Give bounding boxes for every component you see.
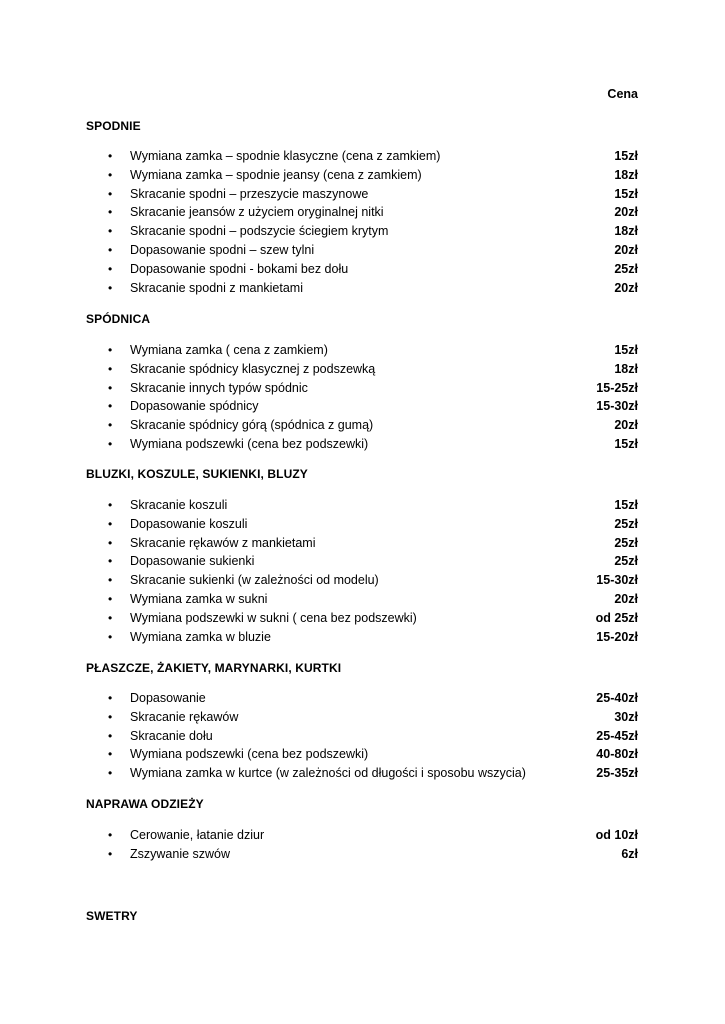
list-item (0, 166, 725, 185)
bullet-icon: • (108, 747, 113, 762)
service-price: 18zł (614, 361, 638, 376)
bullet-icon: • (108, 516, 113, 531)
list-item (0, 203, 725, 222)
service-price: 20zł (614, 242, 638, 257)
service-price: 40-80zł (596, 747, 638, 762)
service-price: 15-30zł (596, 399, 638, 414)
bullet-icon: • (108, 149, 113, 163)
bullet-icon: • (108, 186, 113, 201)
bullet-icon: • (108, 205, 113, 220)
bullet-icon: • (108, 691, 113, 705)
bullet-icon: • (108, 554, 113, 569)
list-item (0, 341, 725, 360)
bullet-icon: • (108, 573, 113, 588)
service-name: Dopasowanie sukienki (130, 554, 255, 569)
service-price: 18zł (614, 167, 638, 182)
bullet-icon: • (108, 418, 113, 433)
service-name: Wymiana zamka – spodnie klasyczne (cena z zamkiem) (130, 149, 441, 163)
service-price: 20zł (614, 205, 638, 220)
service-name: Skracanie spodni z mankietami (130, 280, 303, 295)
price-column-header: Cena (607, 87, 638, 101)
service-price: 15zł (614, 343, 638, 357)
service-price: 20zł (614, 280, 638, 295)
list-item (0, 360, 725, 379)
service-price: 25zł (614, 535, 638, 550)
service-name: Wymiana podszewki (cena bez podszewki) (130, 436, 369, 451)
service-price: 15-25zł (596, 380, 638, 395)
list-item (0, 609, 725, 628)
service-name: Skracanie spódnicy górą (spódnica z gumą) (130, 418, 374, 433)
service-price: 6zł (621, 846, 638, 861)
list-item (0, 496, 725, 515)
bullet-icon: • (108, 591, 113, 606)
service-name: Wymiana zamka ( cena z zamkiem) (130, 343, 328, 357)
service-price: 20zł (614, 591, 638, 606)
section-title-naprawa: NAPRAWA ODZIEŻY (86, 797, 204, 811)
service-price: 30zł (614, 709, 638, 724)
section-list-naprawa (0, 826, 725, 864)
service-name: Skracanie spodni – podszycie ściegiem krytym (130, 224, 389, 239)
section-title-bluzki: BLUZKI, KOSZULE, SUKIENKI, BLUZY (86, 467, 308, 481)
list-item (0, 727, 725, 746)
bullet-icon: • (108, 709, 113, 724)
service-name: Wymiana zamka w sukni (130, 591, 268, 606)
list-item (0, 279, 725, 298)
bullet-icon: • (108, 280, 113, 295)
bullet-icon: • (108, 846, 113, 861)
list-item (0, 708, 725, 727)
bullet-icon: • (108, 498, 113, 512)
service-name: Skracanie jeansów z użyciem oryginalnej nitki (130, 205, 384, 220)
list-item (0, 552, 725, 571)
service-name: Dopasowanie koszuli (130, 516, 248, 531)
service-price: 15zł (614, 186, 638, 201)
service-price: 15zł (614, 149, 638, 163)
service-name: Dopasowanie spódnicy (130, 399, 259, 414)
bullet-icon: • (108, 224, 113, 239)
service-price: od 10zł (595, 828, 638, 842)
bullet-icon: • (108, 399, 113, 414)
bullet-icon: • (108, 167, 113, 182)
service-name: Skracanie innych typów spódnic (130, 380, 308, 395)
bullet-icon: • (108, 610, 113, 625)
service-price: 18zł (614, 224, 638, 239)
section-title-swetry: SWETRY (86, 909, 138, 923)
service-name: Cerowanie, łatanie dziur (130, 828, 265, 842)
list-item (0, 628, 725, 647)
service-price: 25zł (614, 554, 638, 569)
service-price: 20zł (614, 418, 638, 433)
section-list-plaszcze (0, 689, 725, 783)
bullet-icon: • (108, 261, 113, 276)
section-list-spodnica (0, 341, 725, 454)
service-name: Wymiana podszewki w sukni ( cena bez podszewki) (130, 610, 417, 625)
service-price: 15zł (614, 498, 638, 512)
list-item (0, 185, 725, 204)
service-price: 15-20zł (596, 629, 638, 644)
service-name: Skracanie sukienki (w zależności od modelu) (130, 573, 379, 588)
list-item (0, 222, 725, 241)
list-item (0, 764, 725, 783)
service-name: Dopasowanie (130, 691, 206, 705)
section-list-spodnie (0, 147, 725, 297)
list-item (0, 534, 725, 553)
list-item (0, 845, 725, 864)
bullet-icon: • (108, 380, 113, 395)
list-item (0, 745, 725, 764)
service-name: Skracanie spodni – przeszycie maszynowe (130, 186, 369, 201)
bullet-icon: • (108, 343, 113, 357)
bullet-icon: • (108, 242, 113, 257)
service-price: 25-45zł (596, 728, 638, 743)
service-price: od 25zł (595, 610, 638, 625)
list-item (0, 590, 725, 609)
service-name: Wymiana zamka w bluzie (130, 629, 271, 644)
list-item (0, 689, 725, 708)
list-item (0, 379, 725, 398)
service-name: Skracanie spódnicy klasycznej z podszewką (130, 361, 376, 376)
bullet-icon: • (108, 436, 113, 451)
service-name: Wymiana podszewki (cena bez podszewki) (130, 747, 369, 762)
service-name: Wymiana zamka w kurtce (w zależności od długości i sposobu wszycia) (130, 766, 526, 781)
list-item (0, 416, 725, 435)
service-name: Skracanie rękawów z mankietami (130, 535, 316, 550)
bullet-icon: • (108, 629, 113, 644)
section-title-plaszcze: PŁASZCZE, ŻAKIETY, MARYNARKI, KURTKI (86, 661, 342, 675)
service-price: 25-35zł (596, 766, 638, 781)
list-item (0, 260, 725, 279)
service-price: 25zł (614, 516, 638, 531)
list-item (0, 147, 725, 166)
service-price: 15zł (614, 436, 638, 451)
service-price: 25-40zł (596, 691, 638, 705)
list-item (0, 515, 725, 534)
list-item (0, 435, 725, 454)
list-item (0, 397, 725, 416)
list-item (0, 571, 725, 590)
section-title-spodnica: SPÓDNICA (86, 312, 151, 326)
list-item (0, 241, 725, 260)
bullet-icon: • (108, 828, 113, 842)
list-item (0, 826, 725, 845)
service-name: Dopasowanie spodni – szew tylni (130, 242, 315, 257)
bullet-icon: • (108, 728, 113, 743)
service-name: Dopasowanie spodni - bokami bez dołu (130, 261, 349, 276)
service-name: Skracanie rękawów (130, 709, 239, 724)
bullet-icon: • (108, 361, 113, 376)
service-name: Wymiana zamka – spodnie jeansy (cena z zamkiem) (130, 167, 422, 182)
service-name: Skracanie dołu (130, 728, 213, 743)
service-name: Skracanie koszuli (130, 498, 228, 512)
service-price: 25zł (614, 261, 638, 276)
section-list-bluzki (0, 496, 725, 646)
service-name: Zszywanie szwów (130, 846, 231, 861)
service-price: 15-30zł (596, 573, 638, 588)
section-title-spodnie: SPODNIE (86, 119, 141, 133)
bullet-icon: • (108, 766, 113, 781)
bullet-icon: • (108, 535, 113, 550)
